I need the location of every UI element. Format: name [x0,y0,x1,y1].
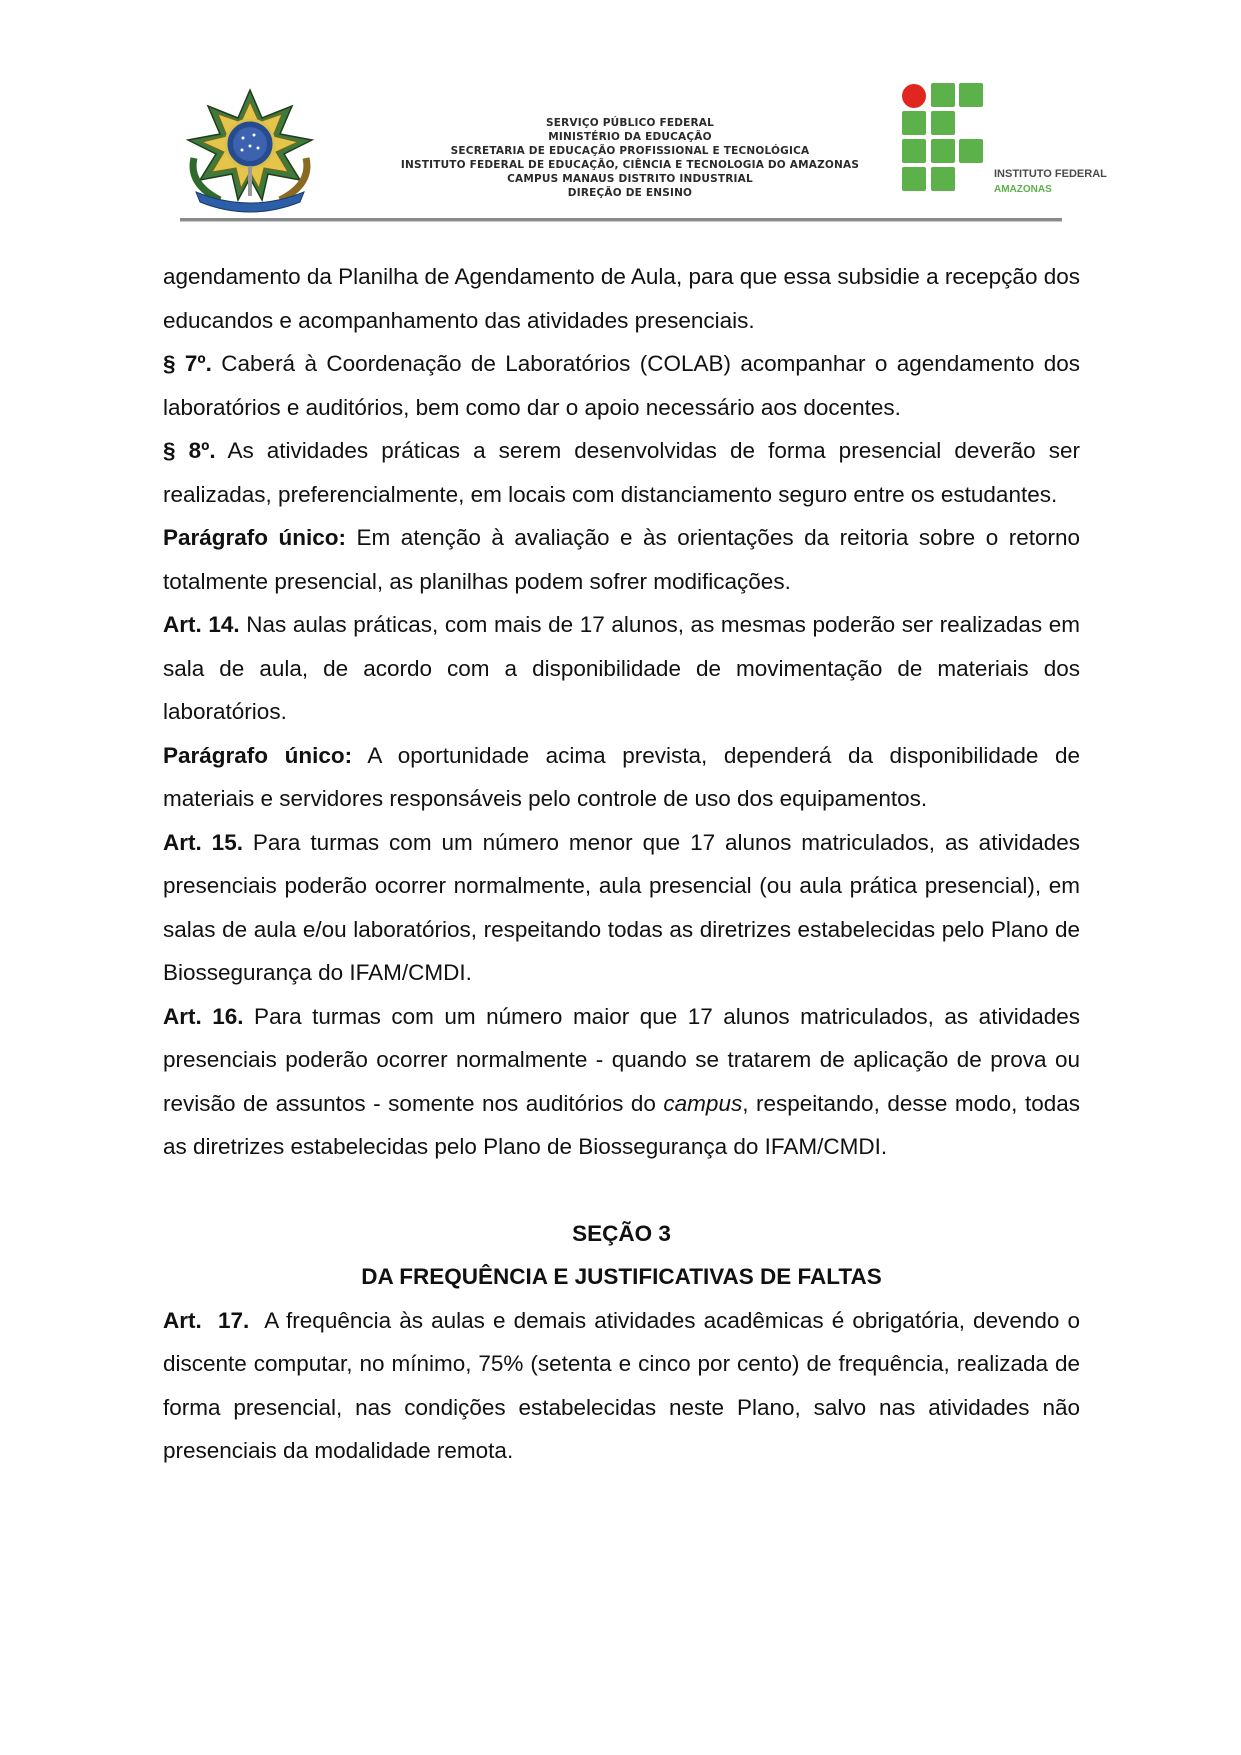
paragraph-label: Parágrafo único: [163,742,353,768]
paragraph-section-7 [163,342,1080,429]
paragraph-single-2 [163,734,1080,821]
logo-text-line2: AMAZONAS [994,184,1052,195]
header-line-6: DIREÇÃO DE ENSINO [567,187,693,199]
paragraph-text: A oportunidade acima prevista, dependerá da disponibilidade de materiais e servidores responsáveis pelo controle de uso dos equipamentos. [163,742,1081,811]
article-text: , respeitando, desse modo, todas as diretrizes estabelecidas pelo Plano de Biossegurança do IFAM/CMDI. [163,1090,1080,1159]
paragraph-text: Caberá à Coordenação de Laboratórios (COLAB) acompanhar o agendamento dos laboratórios e auditórios, bem como dar o apoio necessário aos docentes. [163,351,1080,420]
article-emphasis: campus [663,1090,743,1116]
article-text: A frequência às aulas e demais atividades acadêmicas é obrigatória, devendo o discente computar, no mínimo, 75% (setenta e cinco por cento) de frequência, realizada de forma presencial, nas condições estabelecidas neste Plano, salvo nas atividades não presenciais da modalidade remota. [163,1307,1087,1463]
header-line-3: SECRETARIA DE EDUCAÇÃO PROFISSIONAL E TECNOLÓGICA [450,145,810,157]
header-line-5: CAMPUS MANAUS DISTRITO INDUSTRIAL [507,173,753,185]
logo-text-line1: INSTITUTO FEDERAL [994,168,1107,180]
paragraph-label: Parágrafo único: [163,525,347,550]
header-line-2: MINISTÉRIO DA EDUCAÇÃO [548,131,712,143]
header-divider [180,218,1062,222]
article-17 [163,1299,1087,1473]
paragraph-label: § 8º. [163,438,216,463]
article-16 [163,995,1080,1169]
header-line-4: INSTITUTO FEDERAL DE EDUCAÇÃO, CIÊNCIA E TECNOLOGIA DO AMAZONAS [400,159,860,171]
article-15 [163,821,1080,995]
paragraph-text: agendamento da Planilha de Agendamento de Aula, para que essa subsidie a recepção dos educandos e acompanhamento das atividades presenciais. [163,264,1080,333]
header-institution-text [350,116,910,200]
paragraph-single-1 [163,516,1080,603]
paragraph-text: As atividades práticas a serem desenvolvidas de forma presencial deverão ser realizadas, preferencialmente, em locais com distanciamento seguro entre os estudantes. [163,438,1080,507]
brazil-coat-of-arms-icon [180,88,320,212]
article-14 [163,603,1080,734]
paragraph-section-8 [163,429,1080,516]
paragraph-text: Em atenção à avaliação e às orientações da reitoria sobre o retorno totalmente presencial, as planilhas podem sofrer modificações. [163,525,1081,594]
instituto-federal-logo-icon [898,80,1107,212]
section-number: SEÇÃO 3 [572,1220,671,1246]
document-body [163,255,1087,1473]
document-header [180,80,1107,220]
paragraph-continuation [163,255,1080,342]
article-text: Para turmas com um número maior que 17 alunos matriculados, as atividades presenciais poderão ocorrer normalmente - quando se tratarem de aplicação de prova ou revisão de assuntos - somente nos auditórios do [163,1003,1081,1116]
section-spacer [163,1169,1080,1212]
article-label: Art. 16. [163,1003,244,1029]
article-text: Para turmas com um número menor que 17 alunos matriculados, as atividades presenciais poderão ocorrer normalmente, aula presencial (ou aula prática presencial), em salas de aula e/ou laboratórios, respeitando todas as diretrizes estabelecidas pelo Plano de Biossegurança do IFAM/CMDI. [163,829,1081,985]
article-text: Nas aulas práticas, com mais de 17 alunos, as mesmas poderão ser realizadas em sala de aula, de acordo com a disponibilidade de movimentação de materiais dos laboratórios. [163,612,1081,724]
article-label: Art. 14. [163,612,240,637]
paragraph-label: § 7º. [163,351,212,376]
article-label: Art. 15. [163,829,243,855]
article-label: Art. 17. [163,1307,250,1333]
header-line-1: SERVIÇO PÚBLICO FEDERAL [546,117,714,129]
section-title: DA FREQUÊNCIA E JUSTIFICATIVAS DE FALTAS [361,1264,882,1289]
